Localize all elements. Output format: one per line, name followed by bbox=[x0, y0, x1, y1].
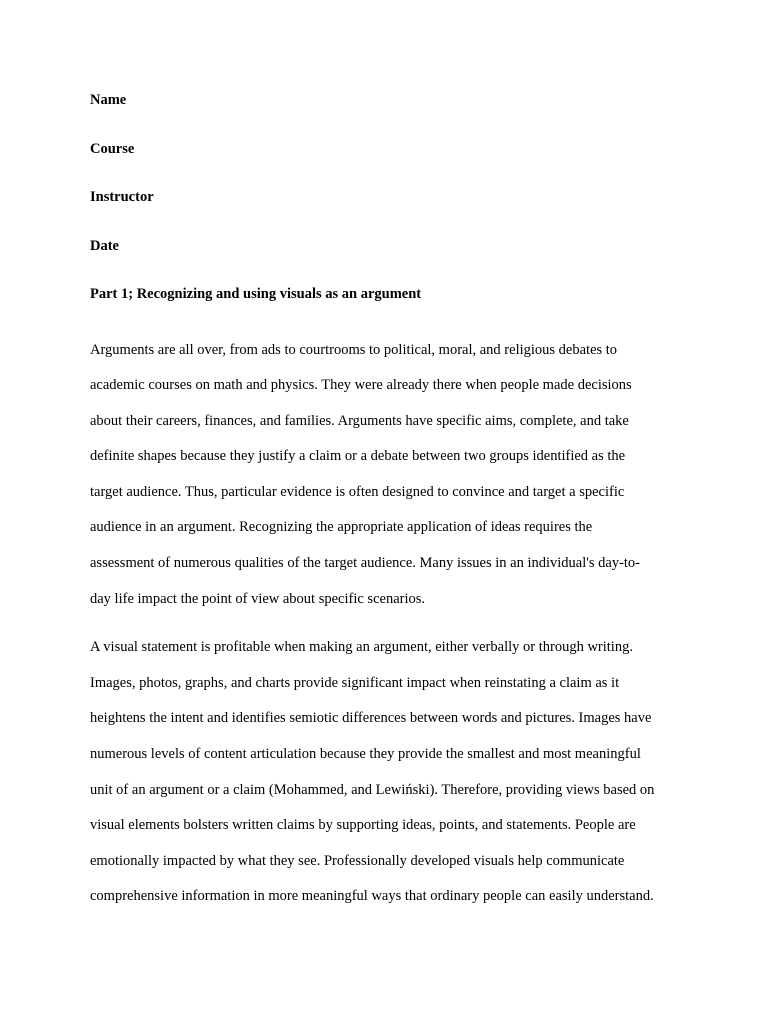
paragraph-line: visual elements bolsters written claims by supporting ideas, points, and statements. People are bbox=[90, 817, 636, 834]
paragraph-line: day life impact the point of view about specific scenarios. bbox=[90, 590, 426, 607]
paragraph-1 bbox=[90, 333, 690, 618]
paragraph-line: A visual statement is profitable when making an argument, either verbally or through writing. bbox=[90, 639, 633, 656]
section-heading: Part 1; Recognizing and using visuals as an argument bbox=[90, 286, 422, 302]
student-name: Name bbox=[90, 92, 127, 108]
paragraph-line: definite shapes because they justify a claim or a debate between two groups identified as the bbox=[90, 448, 626, 465]
instructor-name: Instructor bbox=[90, 189, 154, 205]
paragraph-line: target audience. Thus, particular evidence is often designed to convince and target a specific bbox=[90, 483, 625, 500]
paragraph-line: about their careers, finances, and families. Arguments have specific aims, complete, and take bbox=[90, 412, 629, 429]
paragraph-line: audience in an argument. Recognizing the appropriate application of ideas requires the bbox=[90, 519, 593, 536]
paragraph-line: comprehensive information in more meaningful ways that ordinary people can easily understand. bbox=[90, 888, 654, 905]
document-date: Date bbox=[90, 237, 119, 254]
paragraph-line: assessment of numerous qualities of the target audience. Many issues in an individual's day-to- bbox=[90, 555, 641, 572]
paragraph-line: Arguments are all over, from ads to courtrooms to political, moral, and religious debates to bbox=[90, 341, 618, 358]
paragraph-2 bbox=[90, 630, 690, 915]
paragraph-line: heightens the intent and identifies semiotic differences between words and pictures. Images have bbox=[90, 710, 652, 727]
paragraph-line: academic courses on math and physics. They were already there when people made decisions bbox=[90, 377, 632, 394]
paragraph-line: Images, photos, graphs, and charts provide significant impact when reinstating a claim as it bbox=[90, 674, 620, 691]
document-body bbox=[90, 90, 690, 915]
paragraph-line: emotionally impacted by what they see. Professionally developed visuals help communicate bbox=[90, 852, 625, 869]
course-name: Course bbox=[90, 140, 135, 157]
paragraph-line: numerous levels of content articulation because they provide the smallest and most meaningful bbox=[90, 746, 641, 763]
paragraph-line: unit of an argument or a claim (Mohammed, and Lewiński). Therefore, providing views based on bbox=[90, 781, 655, 798]
